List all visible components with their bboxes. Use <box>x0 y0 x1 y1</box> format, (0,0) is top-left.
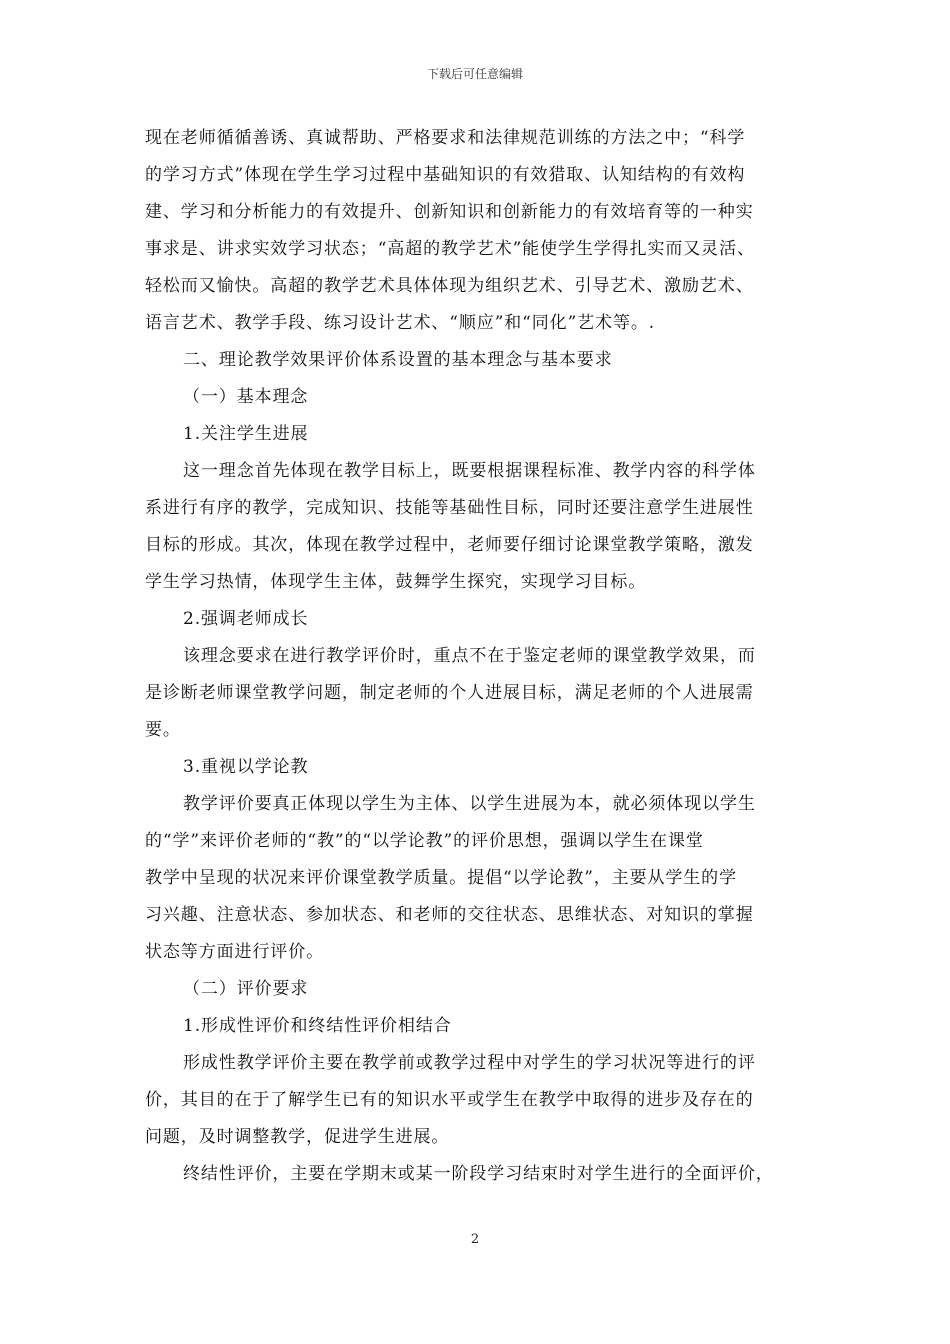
text-line: 的学习方式”体现在学生学习过程中基础知识的有效猎取、认知结构的有效构 <box>145 165 746 185</box>
text-line: 价，其目的在于了解学生已有的知识水平或学生在教学中取得的进步及存在的 <box>145 1090 754 1110</box>
text-line: 事求是、讲求实效学习状态；“高超的教学艺术”能使学生学得扎实而又灵活、 <box>145 239 755 259</box>
text-line: 是诊断老师课堂教学问题，制定老师的个人进展目标，满足老师的个人进展需 <box>145 683 754 703</box>
text-line: 要。 <box>145 720 181 740</box>
document-body <box>145 120 808 1193</box>
text-line: 建、学习和分析能力的有效提升、创新知识和创新能力的有效培育等的一种实 <box>145 202 754 222</box>
text-line: 现在老师循循善诱、真诚帮助、严格要求和法律规范训练的方法之中；“科学 <box>145 128 746 148</box>
text-line: 系进行有序的教学，完成知识、技能等基础性目标，同时还要注意学生进展性 <box>145 498 754 518</box>
text-line: 轻松而又愉快。高超的教学艺术具体体现为组织艺术、引导艺术、激励艺术、 <box>145 276 754 296</box>
item-heading: 1.形成性评价和终结性评价相结合 <box>183 1016 452 1036</box>
text-line: 这一理念首先体现在教学目标上，既要根据课程标准、教学内容的科学体 <box>183 461 756 481</box>
page-number: 2 <box>470 1232 480 1247</box>
text-line: 的“学”来评价老师的“教”的“以学论教”的评价思想，强调以学生在课堂 <box>145 831 704 851</box>
text-line: 该理念要求在进行教学评价时，重点不在于鉴定老师的课堂教学效果，而 <box>183 646 756 666</box>
item-heading: 2.强调老师成长 <box>183 609 309 629</box>
text-line: 终结性评价，主要在学期末或某一阶段学习结束时对学生进行的全面评价， <box>183 1164 774 1184</box>
text-line: 形成性教学评价主要在教学前或教学过程中对学生的学习状况等进行的评 <box>183 1053 756 1073</box>
text-line: 教学评价要真正体现以学生为主体、以学生进展为本，就必须体现以学生 <box>183 794 756 814</box>
text-line: 教学中呈现的状况来评价课堂教学质量。提倡“以学论教”，主要从学生的学 <box>145 868 737 888</box>
text-line: 目标的形成。其次，体现在教学过程中，老师要仔细讨论课堂教学策略，激发 <box>145 535 754 555</box>
text-line: 习兴趣、注意状态、参加状态、和老师的交往状态、思维状态、对知识的掌握 <box>145 905 754 925</box>
section-heading: 二、理论教学效果评价体系设置的基本理念与基本要求 <box>183 350 613 370</box>
item-heading: 1.关注学生进展 <box>183 424 309 444</box>
text-line: 语言艺术、教学手段、练习设计艺术、“顺应”和“同化”艺术等。. <box>145 313 656 333</box>
text-line: 学生学习热情，体现学生主体，鼓舞学生探究，实现学习目标。 <box>145 572 647 592</box>
subsection-heading: （二）评价要求 <box>183 979 309 999</box>
item-heading: 3.重视以学论教 <box>183 757 309 777</box>
text-line: 状态等方面进行评价。 <box>145 942 324 962</box>
page-header: 下载后可任意编辑 <box>426 67 523 81</box>
subsection-heading: （一）基本理念 <box>183 387 309 407</box>
text-line: 问题，及时调整教学，促进学生进展。 <box>145 1127 450 1147</box>
